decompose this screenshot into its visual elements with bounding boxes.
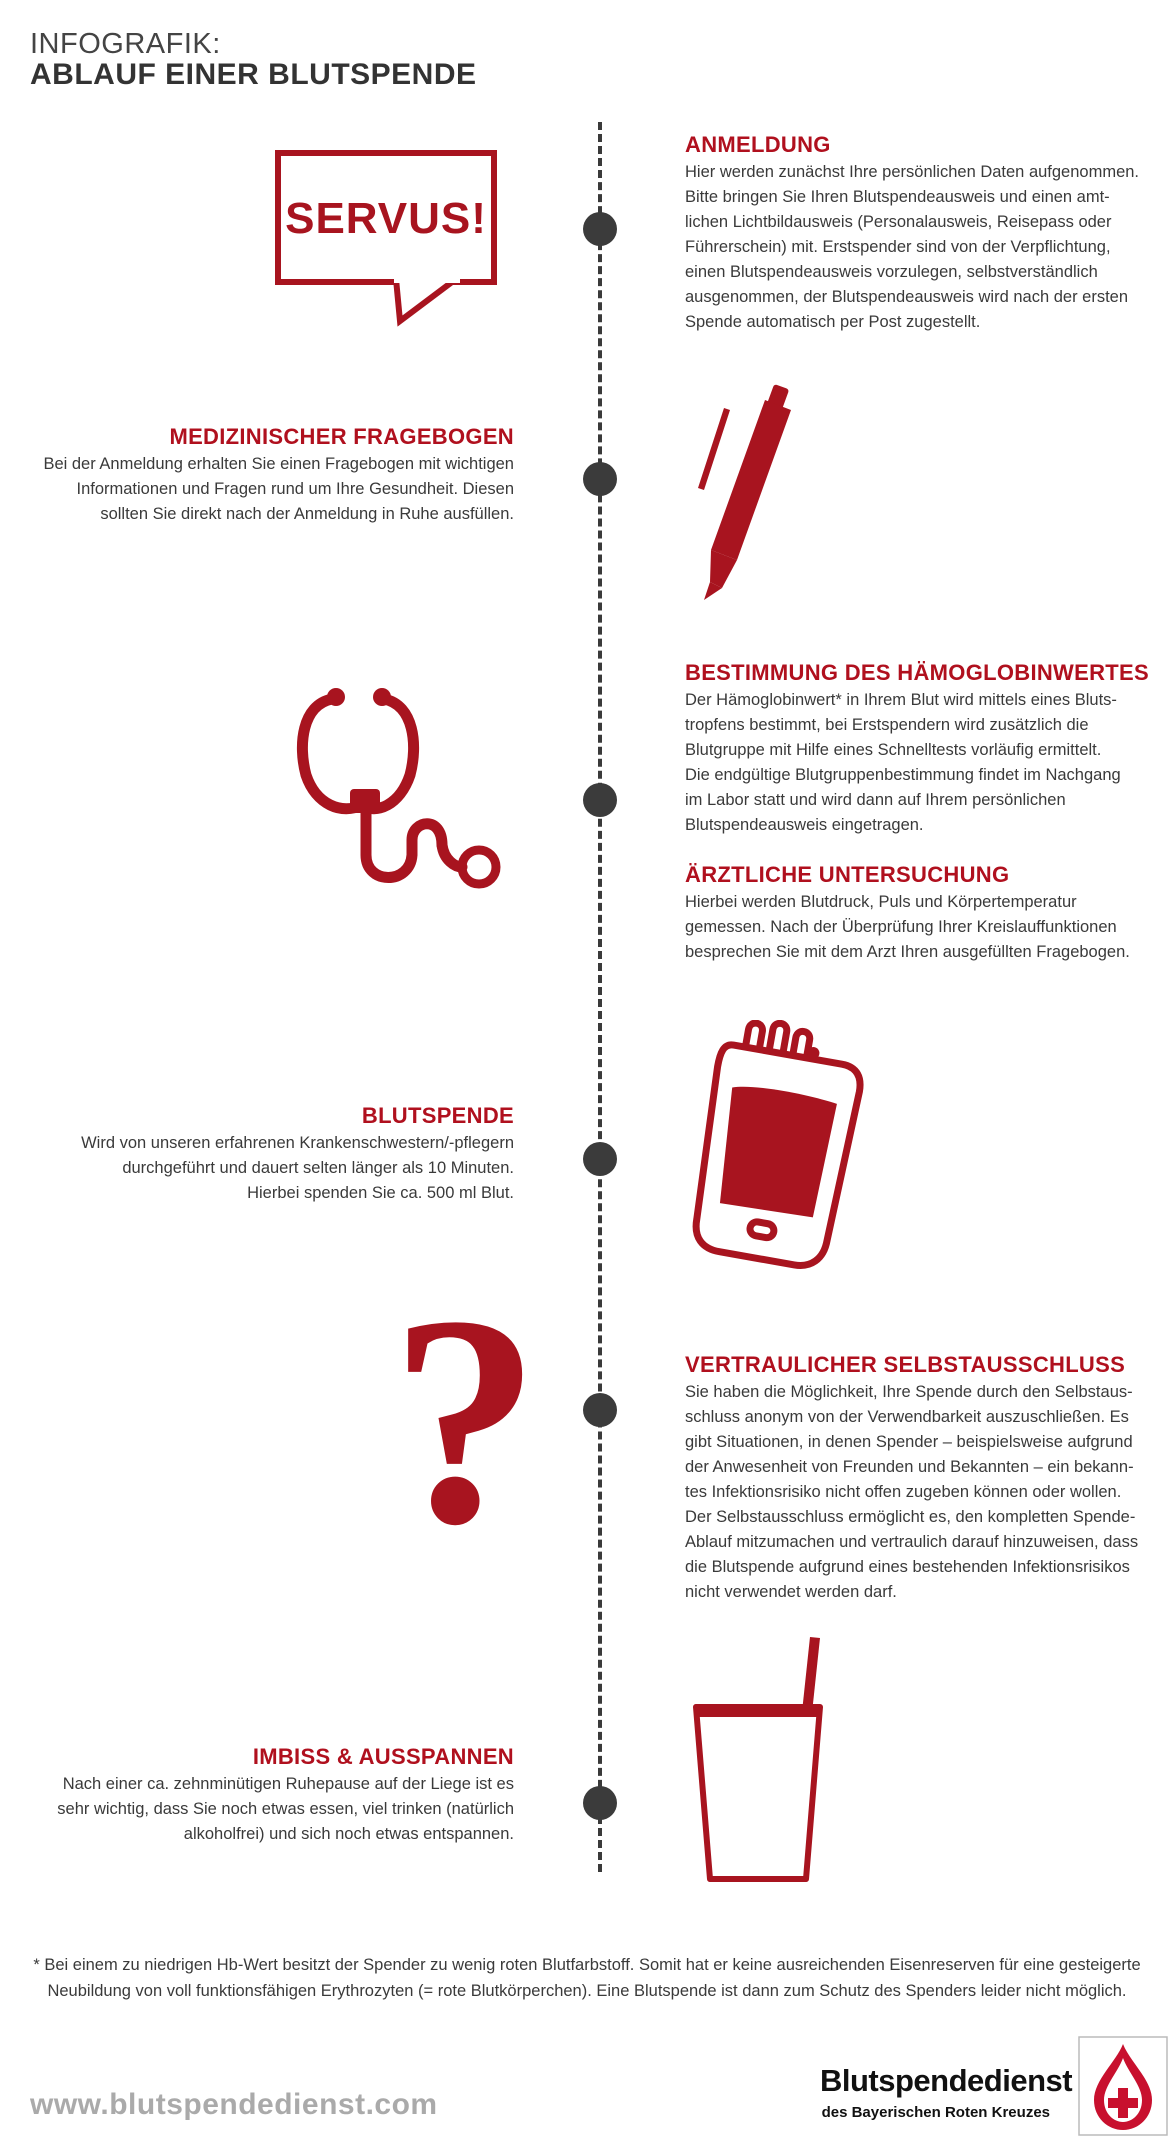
section-body-untersuchung: Hierbei werden Blutdruck, Puls und Körpertemperatur gemessen. Nach der Überprüfung Ihrer Kreislauffunktionen besprechen Sie mit dem Arzt Ihren ausgefüllten Fragebogen.	[685, 893, 1130, 961]
infographic-label: INFOGRAFIK:	[30, 28, 221, 60]
speech-bubble-text: SERVUS!	[285, 194, 487, 243]
logo-title: Blutspendedienst	[820, 2063, 1073, 2098]
timeline-dot	[583, 1393, 617, 1427]
section-body-haemoglobin: Der Hämoglobinwert* in Ihrem Blut wird mittels eines Bluts- tropfens bestimmt, bei Erstspendern wird zusätzlich die Blutgruppe mit Hilfe eines Schnelltests vorläufig ermittelt. Die endgültige Blutgruppenbestimmung findet im Nachgang im Labor statt und wird dann auf Ihrem persönlichen Blutspendeausweis eingetragen.	[685, 691, 1121, 834]
timeline-dot	[583, 783, 617, 817]
section-title-anmeldung: ANMELDUNG	[685, 132, 831, 157]
blood-bag-icon	[676, 1020, 876, 1280]
pen-icon	[690, 380, 820, 605]
timeline-dot	[583, 212, 617, 246]
section-title-haemoglobin: BESTIMMUNG DES HÄMOGLOBINWERTES	[685, 660, 1149, 685]
question-mark-icon: ?	[390, 1254, 540, 1586]
section-title-imbiss: IMBISS & AUSSPANNEN	[252, 1744, 514, 1769]
section-body-fragebogen: Bei der Anmeldung erhalten Sie einen Fragebogen mit wichtigen Informationen und Fragen rund um Ihre Gesundheit. Diesen sollten Sie direkt nach der Anmeldung in Ruhe ausfüllen.	[43, 455, 514, 523]
section-title-selbstausschluss: VERTRAULICHER SELBSTAUSSCHLUSS	[685, 1352, 1126, 1377]
speech-bubble-icon	[275, 150, 497, 285]
section-body-imbiss: Nach einer ca. zehnminütigen Ruhepause auf der Liege ist es sehr wichtig, dass Sie noch etwas essen, viel trinken (natürlich alkoholfrei) und sich noch etwas entspannen.	[57, 1775, 514, 1843]
website-link[interactable]: www.blutspendedienst.com	[30, 2088, 438, 2121]
timeline-line	[598, 122, 602, 1872]
footnote: * Bei einem zu niedrigen Hb-Wert besitzt der Spender zu wenig roten Blutfarbstoff. Somit hat er keine ausreichenden Eisenreserven für eine gesteigerte Neubildung von voll funktionsfähigen Erythrozyten (= rote Blutkörperchen). Eine Blutspende ist dann zum Schutz des Spenders leider nicht möglich.	[33, 1956, 1141, 2000]
logo-subtitle: des Bayerischen Roten Kreuzes	[821, 2104, 1050, 2121]
page-title: ABLAUF EINER BLUTSPENDE	[30, 58, 477, 91]
timeline-dot	[583, 462, 617, 496]
section-title-fragebogen: MEDIZINISCHER FRAGEBOGEN	[169, 424, 514, 449]
stethoscope-icon	[292, 685, 512, 895]
cup-icon	[688, 1635, 828, 1890]
blood-drop-cross-logo	[1078, 2036, 1168, 2136]
section-body-anmeldung: Hier werden zunächst Ihre persönlichen Daten aufgenommen. Bitte bringen Sie Ihren Blutspendeausweis und einen amt- lichen Lichtbildausweis (Personalausweis, Reisepass oder Führerschein) mit. Erstspender sind von der Verpflichtung, einen Blutspendeausweis vorzulegen, selbstverständlich ausgenommen, der Blutspendeausweis wird nach der ersten Spende automatisch per Post zugestellt.	[685, 163, 1140, 331]
section-body-blutspende: Wird von unseren erfahrenen Krankenschwestern/-pflegern durchgeführt und dauert selten länger als 10 Minuten. Hierbei spenden Sie ca. 500 ml Blut.	[81, 1134, 514, 1202]
timeline-dot	[583, 1786, 617, 1820]
section-title-blutspende: BLUTSPENDE	[361, 1103, 514, 1128]
section-title-untersuchung: ÄRZTLICHE UNTERSUCHUNG	[685, 862, 1010, 887]
section-body-selbstausschluss: Sie haben die Möglichkeit, Ihre Spende durch den Selbstaus- schluss anonym von der Verwendbarkeit auszuschließen. Es gibt Situationen, in denen Spender – beispielsweise aufgrund der Anwesenheit von Freunden und Bekannten – ein bekann- tes Infektionsrisiko nicht offen zugeben können oder wollen. Der Selbstausschluss ermöglicht es, den kompletten Spende- Ablauf mitzumachen und vertraulich darauf hinzuweisen, dass die Blutspende aufgrund eines bestehenden Infektionsrisikos nicht verwendet werden darf.	[685, 1383, 1139, 1601]
speech-bubble-tail	[390, 279, 470, 329]
timeline-dot	[583, 1142, 617, 1176]
